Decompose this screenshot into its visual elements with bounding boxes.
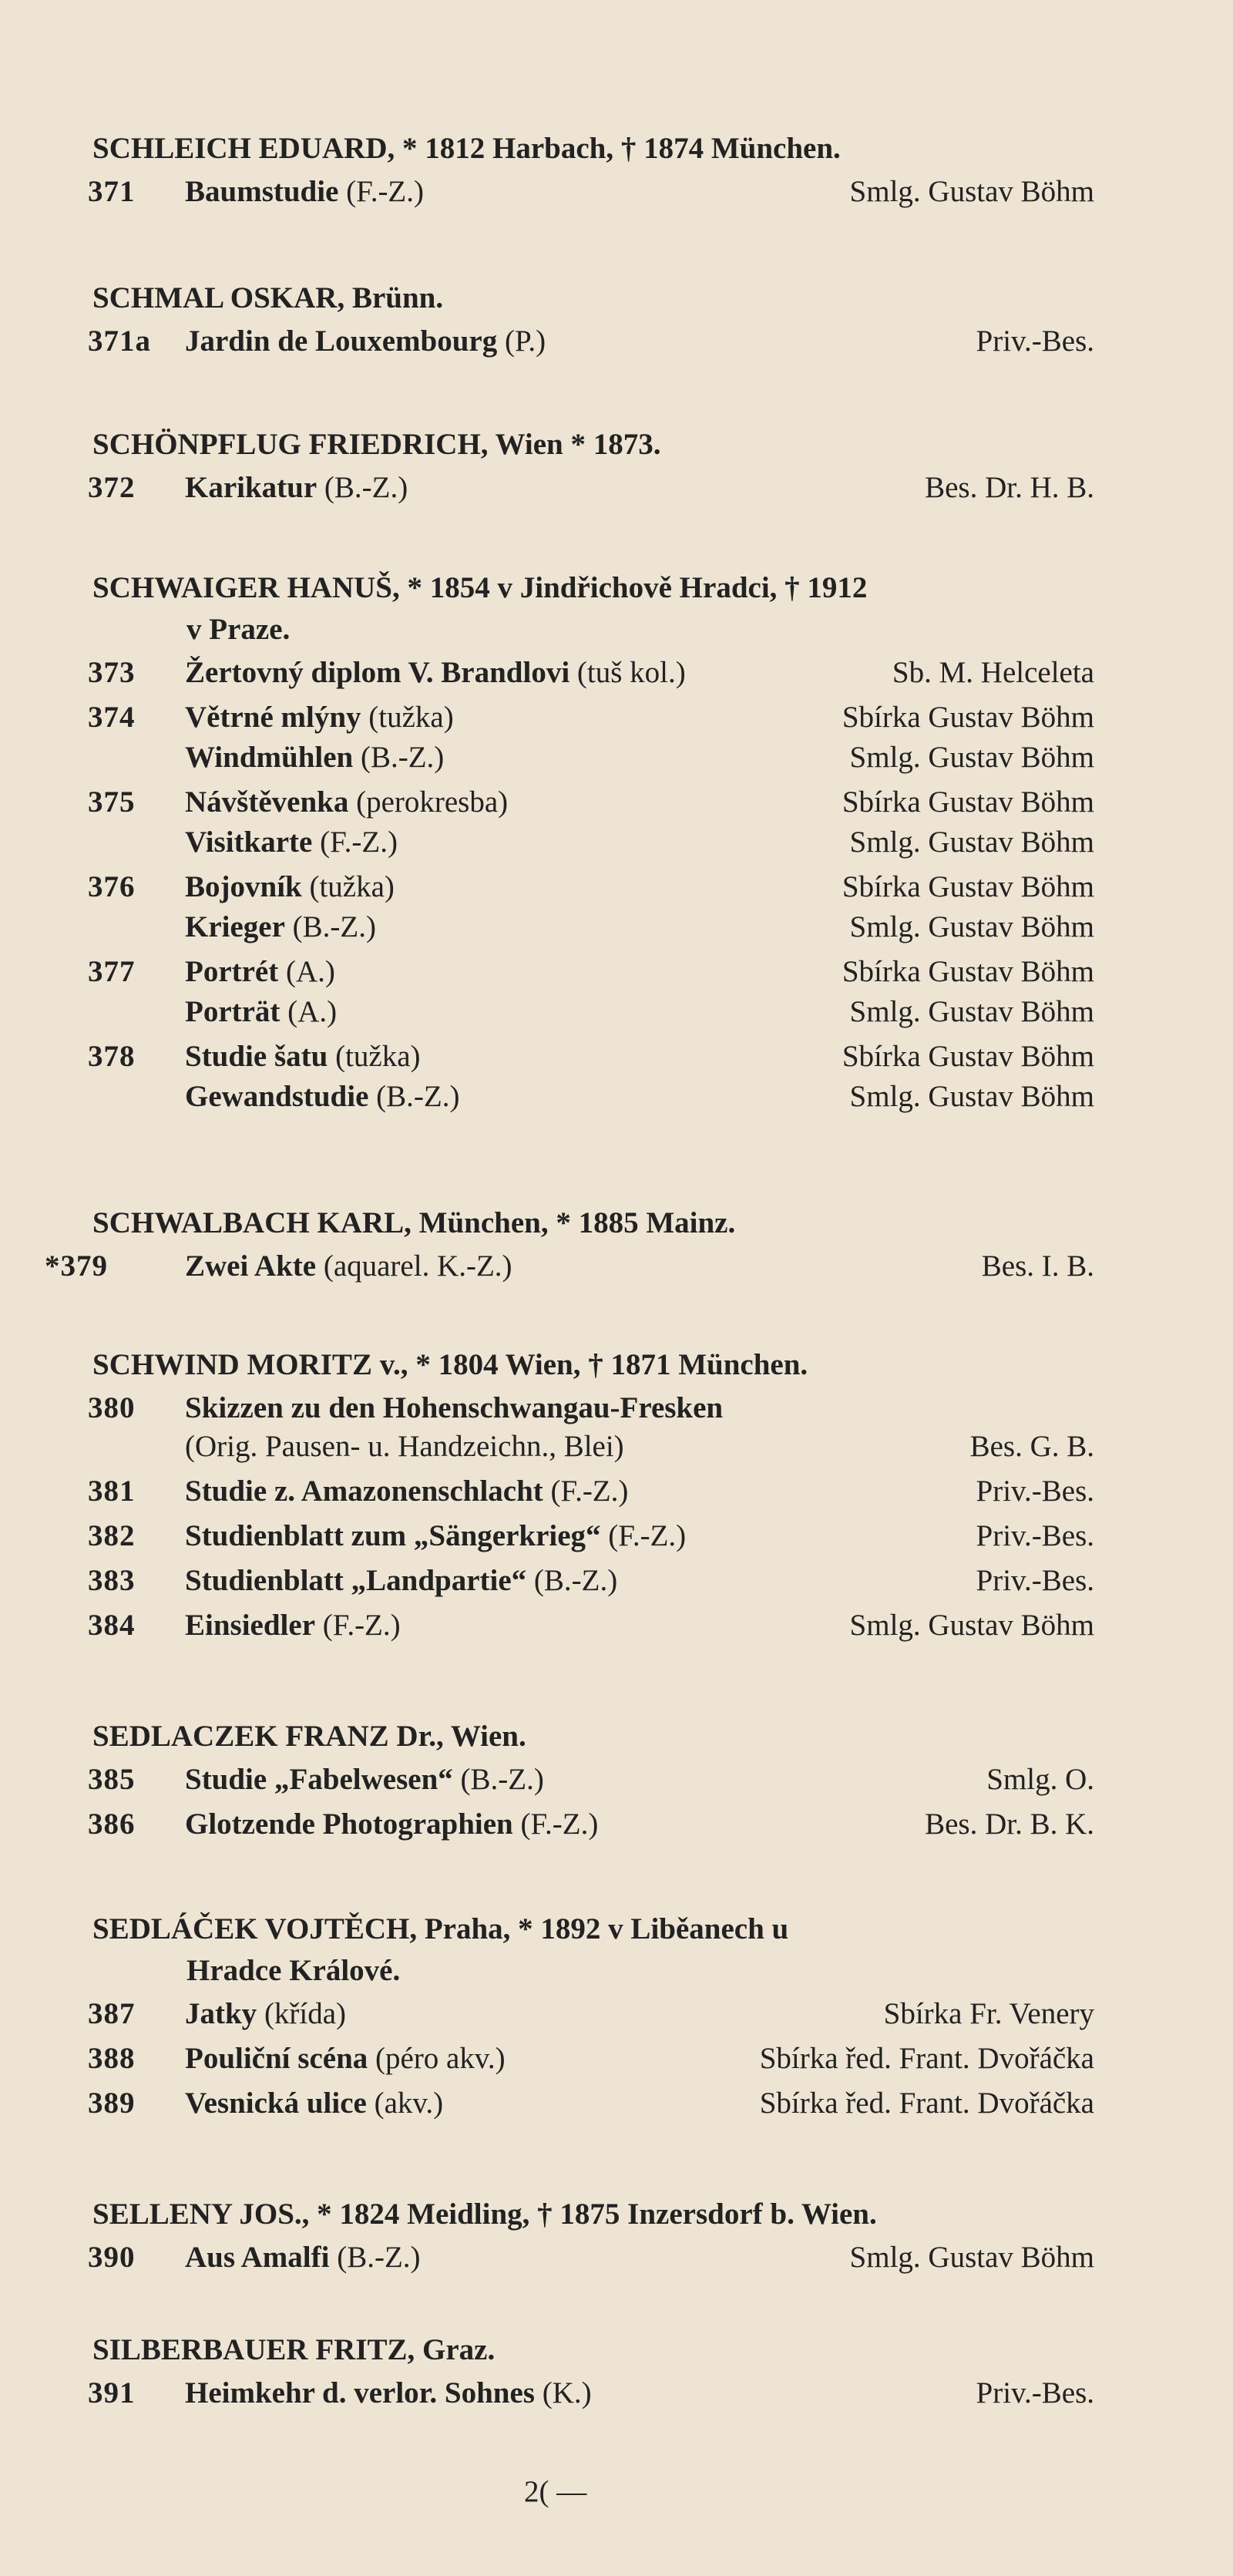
artist-name: SCHLEICH EDUARD, [92,132,395,165]
artist-section [88,567,1094,1119]
artist-heading [92,128,1094,170]
entry-owner: Sbírka řed. Frant. Dvořáčka [759,2087,1094,2120]
artist-heading [92,1716,1094,1757]
catalog-entry [88,1469,1094,1514]
entry-owner: Sbírka Gustav Böhm [842,1040,1094,1073]
entry-number: 384 [88,1609,136,1642]
entry-number: 387 [88,1997,136,2030]
artist-heading [92,567,1094,609]
catalog-entry [88,1514,1094,1559]
artist-section [45,1202,1094,1289]
entry-owner: Smlg. Gustav Böhm [849,175,1094,208]
entry-title: Návštěvenka (perokresba) [185,785,509,819]
catalog-entry [88,950,1094,994]
entry-owner: Sbírka Gustav Böhm [842,701,1094,734]
entry-owner: Smlg. Gustav Böhm [849,741,1094,774]
entry-number: 376 [88,870,136,903]
artist-name: SCHMAL OSKAR, [92,281,345,314]
entry-title: Krieger (B.-Z.) [185,910,376,943]
entry-number: 390 [88,2241,136,2274]
catalog-entry [88,1992,1094,2036]
catalog-entry [88,1802,1094,1847]
entry-owner: Smlg. Gustav Böhm [849,1609,1094,1642]
artist-name: SCHÖNPFLUG FRIEDRICH, [92,428,489,461]
page-number: 2( — [524,2475,587,2508]
entry-title: Skizzen zu den Hohenschwangau-Fresken [185,1391,724,1424]
catalog-entry [88,1757,1094,1802]
entry-title: Pouliční scéna (péro akv.) [185,2042,506,2075]
entry-number: 381 [88,1475,136,1508]
entry-title: Zwei Akte (aquarel. K.-Z.) [185,1249,512,1283]
artist-info-cont: Hradce Králové. [186,1954,401,1987]
entry-owner: Bes. Dr. H. B. [925,471,1094,504]
entry-owner: Sbírka Gustav Böhm [842,955,1094,988]
entry-title: Einsiedler (F.-Z.) [185,1609,401,1642]
entry-title: Gewandstudie (B.-Z.) [185,1080,460,1113]
entry-title: Porträt (A.) [185,995,338,1028]
catalog-entry [88,1559,1094,1603]
catalog-entry [92,735,1094,780]
entry-title: Aus Amalfi (B.-Z.) [185,2241,421,2274]
entry-number: 371a [88,325,151,358]
artist-name: SCHWAIGER HANUŠ, [92,571,400,604]
entry-number: 388 [88,2042,136,2075]
artist-heading [92,277,1094,319]
entry-owner: Smlg. Gustav Böhm [849,910,1094,943]
artist-info-cont: v Praze. [186,613,291,646]
entry-owner: Sbírka řed. Frant. Dvořáčka [759,2042,1094,2075]
catalog-entry [92,905,1094,950]
catalog-entry [88,2036,1094,2081]
entry-title: Heimkehr d. verlor. Sohnes (K.) [185,2376,592,2410]
entry-number: 391 [88,2376,136,2410]
entry-owner: Priv.-Bes. [976,325,1094,358]
entry-owner: Priv.-Bes. [976,1519,1094,1552]
artist-info: * 1824 Meidling, † 1875 Inzersdorf b. Wien. [309,2198,877,2231]
entry-owner: Sbírka Gustav Böhm [842,785,1094,819]
catalog-entry [45,1244,1094,1289]
entry-title: Studie z. Amazonenschlacht (F.-Z.) [185,1475,629,1508]
entry-title: Visitkarte (F.-Z.) [185,826,398,859]
catalog-entry [88,1034,1094,1079]
entry-owner: Priv.-Bes. [976,2376,1094,2410]
artist-info: * 1854 v Jindřichově Hradci, † 1912 [399,571,868,604]
entry-title: Větrné mlýny (tužka) [185,701,454,734]
entry-owner: Bes. I. B. [981,1249,1094,1283]
catalog-entry [88,780,1094,825]
catalog-entry [88,695,1094,740]
entry-title: Glotzende Photographien (F.-Z.) [185,1808,599,1841]
entry-number: 373 [88,656,136,689]
entry-title: Studie šatu (tužka) [185,1040,421,1073]
entry-owner: Smlg. Gustav Böhm [849,826,1094,859]
entry-title: Karikatur (B.-Z.) [185,471,408,504]
catalog-entry [88,170,1094,214]
entry-number: 389 [88,2087,136,2120]
catalog-entry [88,466,1094,510]
catalog-entry [92,820,1094,865]
artist-info: Dr., Wien. [388,1720,526,1753]
catalog-entry [88,2371,1094,2416]
artist-name: SILBERBAUER FRITZ, [92,2333,415,2366]
entry-title: Portrét (A.) [185,955,335,988]
catalog-entry [88,319,1094,364]
entry-owner: Smlg. Gustav Böhm [849,2241,1094,2274]
artist-heading [92,1908,1094,1950]
entry-owner: Bes. G. B. [969,1430,1094,1463]
artist-info: * 1804 Wien, † 1871 München. [408,1348,808,1381]
artist-section [88,1716,1094,1847]
entry-title: Jardin de Louxembourg (P.) [185,325,546,358]
entry-number: 382 [88,1519,136,1552]
entry-title: Jatky (křída) [185,1997,347,2030]
entry-number: 385 [88,1763,136,1796]
entry-title: Vesnická ulice (akv.) [185,2087,444,2120]
entry-owner: Sbírka Fr. Venery [883,1997,1094,2030]
artist-name: SEDLACZEK FRANZ [92,1720,389,1753]
catalog-entry [88,2081,1094,2126]
catalog-entry [92,1074,1094,1119]
artist-section [88,2194,1094,2280]
entry-number: 383 [88,1564,136,1597]
artist-name: SEDLÁČEK VOJTĚCH, [92,1912,418,1945]
artist-name: SCHWALBACH KARL, [92,1206,412,1239]
entry-number: 371 [88,175,136,208]
artist-heading [92,2194,1094,2235]
artist-heading [92,1344,1094,1386]
entry-owner: Priv.-Bes. [976,1564,1094,1597]
artist-heading [92,424,1094,466]
artist-info: Praha, * 1892 v Liběanech u [417,1912,789,1945]
entry-owner: Smlg. Gustav Böhm [849,995,1094,1028]
artist-info: München, * 1885 Mainz. [411,1206,736,1239]
artist-info: Graz. [415,2333,496,2366]
entry-number: 374 [88,701,136,734]
artist-info: Wien * 1873. [488,428,661,461]
entry-owner: Sb. M. Helceleta [892,656,1094,689]
artist-section [88,1908,1094,2126]
entry-number: 386 [88,1808,136,1841]
entry-number: *379 [45,1249,108,1283]
catalog-entry [88,1603,1094,1648]
artist-section [88,424,1094,510]
entry-owner: Bes. Dr. B. K. [925,1808,1094,1841]
catalog-entry [88,651,1094,695]
entry-title: Studienblatt zum „Sängerkrieg“ (F.-Z.) [185,1519,687,1552]
artist-heading [92,1202,1094,1244]
entry-title: Studie „Fabelwesen“ (B.-Z.) [185,1763,544,1796]
entry-owner: Priv.-Bes. [976,1475,1094,1508]
artist-heading-cont [92,609,1094,651]
artist-section [88,128,1094,214]
entry-title: Windmühlen (B.-Z.) [185,741,445,774]
entry-owner: Smlg. O. [986,1763,1094,1796]
artist-name: SELLENY JOS., [92,2198,310,2231]
catalog-entry [92,990,1094,1034]
entry-title: Žertovný diplom V. Brandlovi (tuš kol.) [185,656,686,689]
entry-title: Bojovník (tužka) [185,870,395,903]
artist-heading-cont [92,1950,1094,1992]
artist-section [88,1344,1094,1648]
artist-info: * 1812 Harbach, † 1874 München. [395,132,841,165]
catalog-entry [92,1424,1094,1469]
artist-name: SCHWIND MORITZ v., [92,1348,408,1381]
artist-heading [92,2329,1094,2371]
artist-info: Brünn. [344,281,444,314]
artist-section [88,2329,1094,2416]
entry-number: 378 [88,1040,136,1073]
catalog-entry [88,2235,1094,2280]
entry-number: 380 [88,1391,136,1424]
entry-number: 372 [88,471,136,504]
entry-number: 377 [88,955,136,988]
entry-number: 375 [88,785,136,819]
entry-owner: Smlg. Gustav Böhm [849,1080,1094,1113]
entry-owner: Sbírka Gustav Böhm [842,870,1094,903]
entry-title: (Orig. Pausen- u. Handzeichn., Blei) [185,1430,624,1463]
entry-title: Studienblatt „Landpartie“ (B.-Z.) [185,1564,618,1597]
artist-section [88,277,1094,364]
entry-title: Baumstudie (F.-Z.) [185,175,424,208]
catalog-entry [88,865,1094,910]
